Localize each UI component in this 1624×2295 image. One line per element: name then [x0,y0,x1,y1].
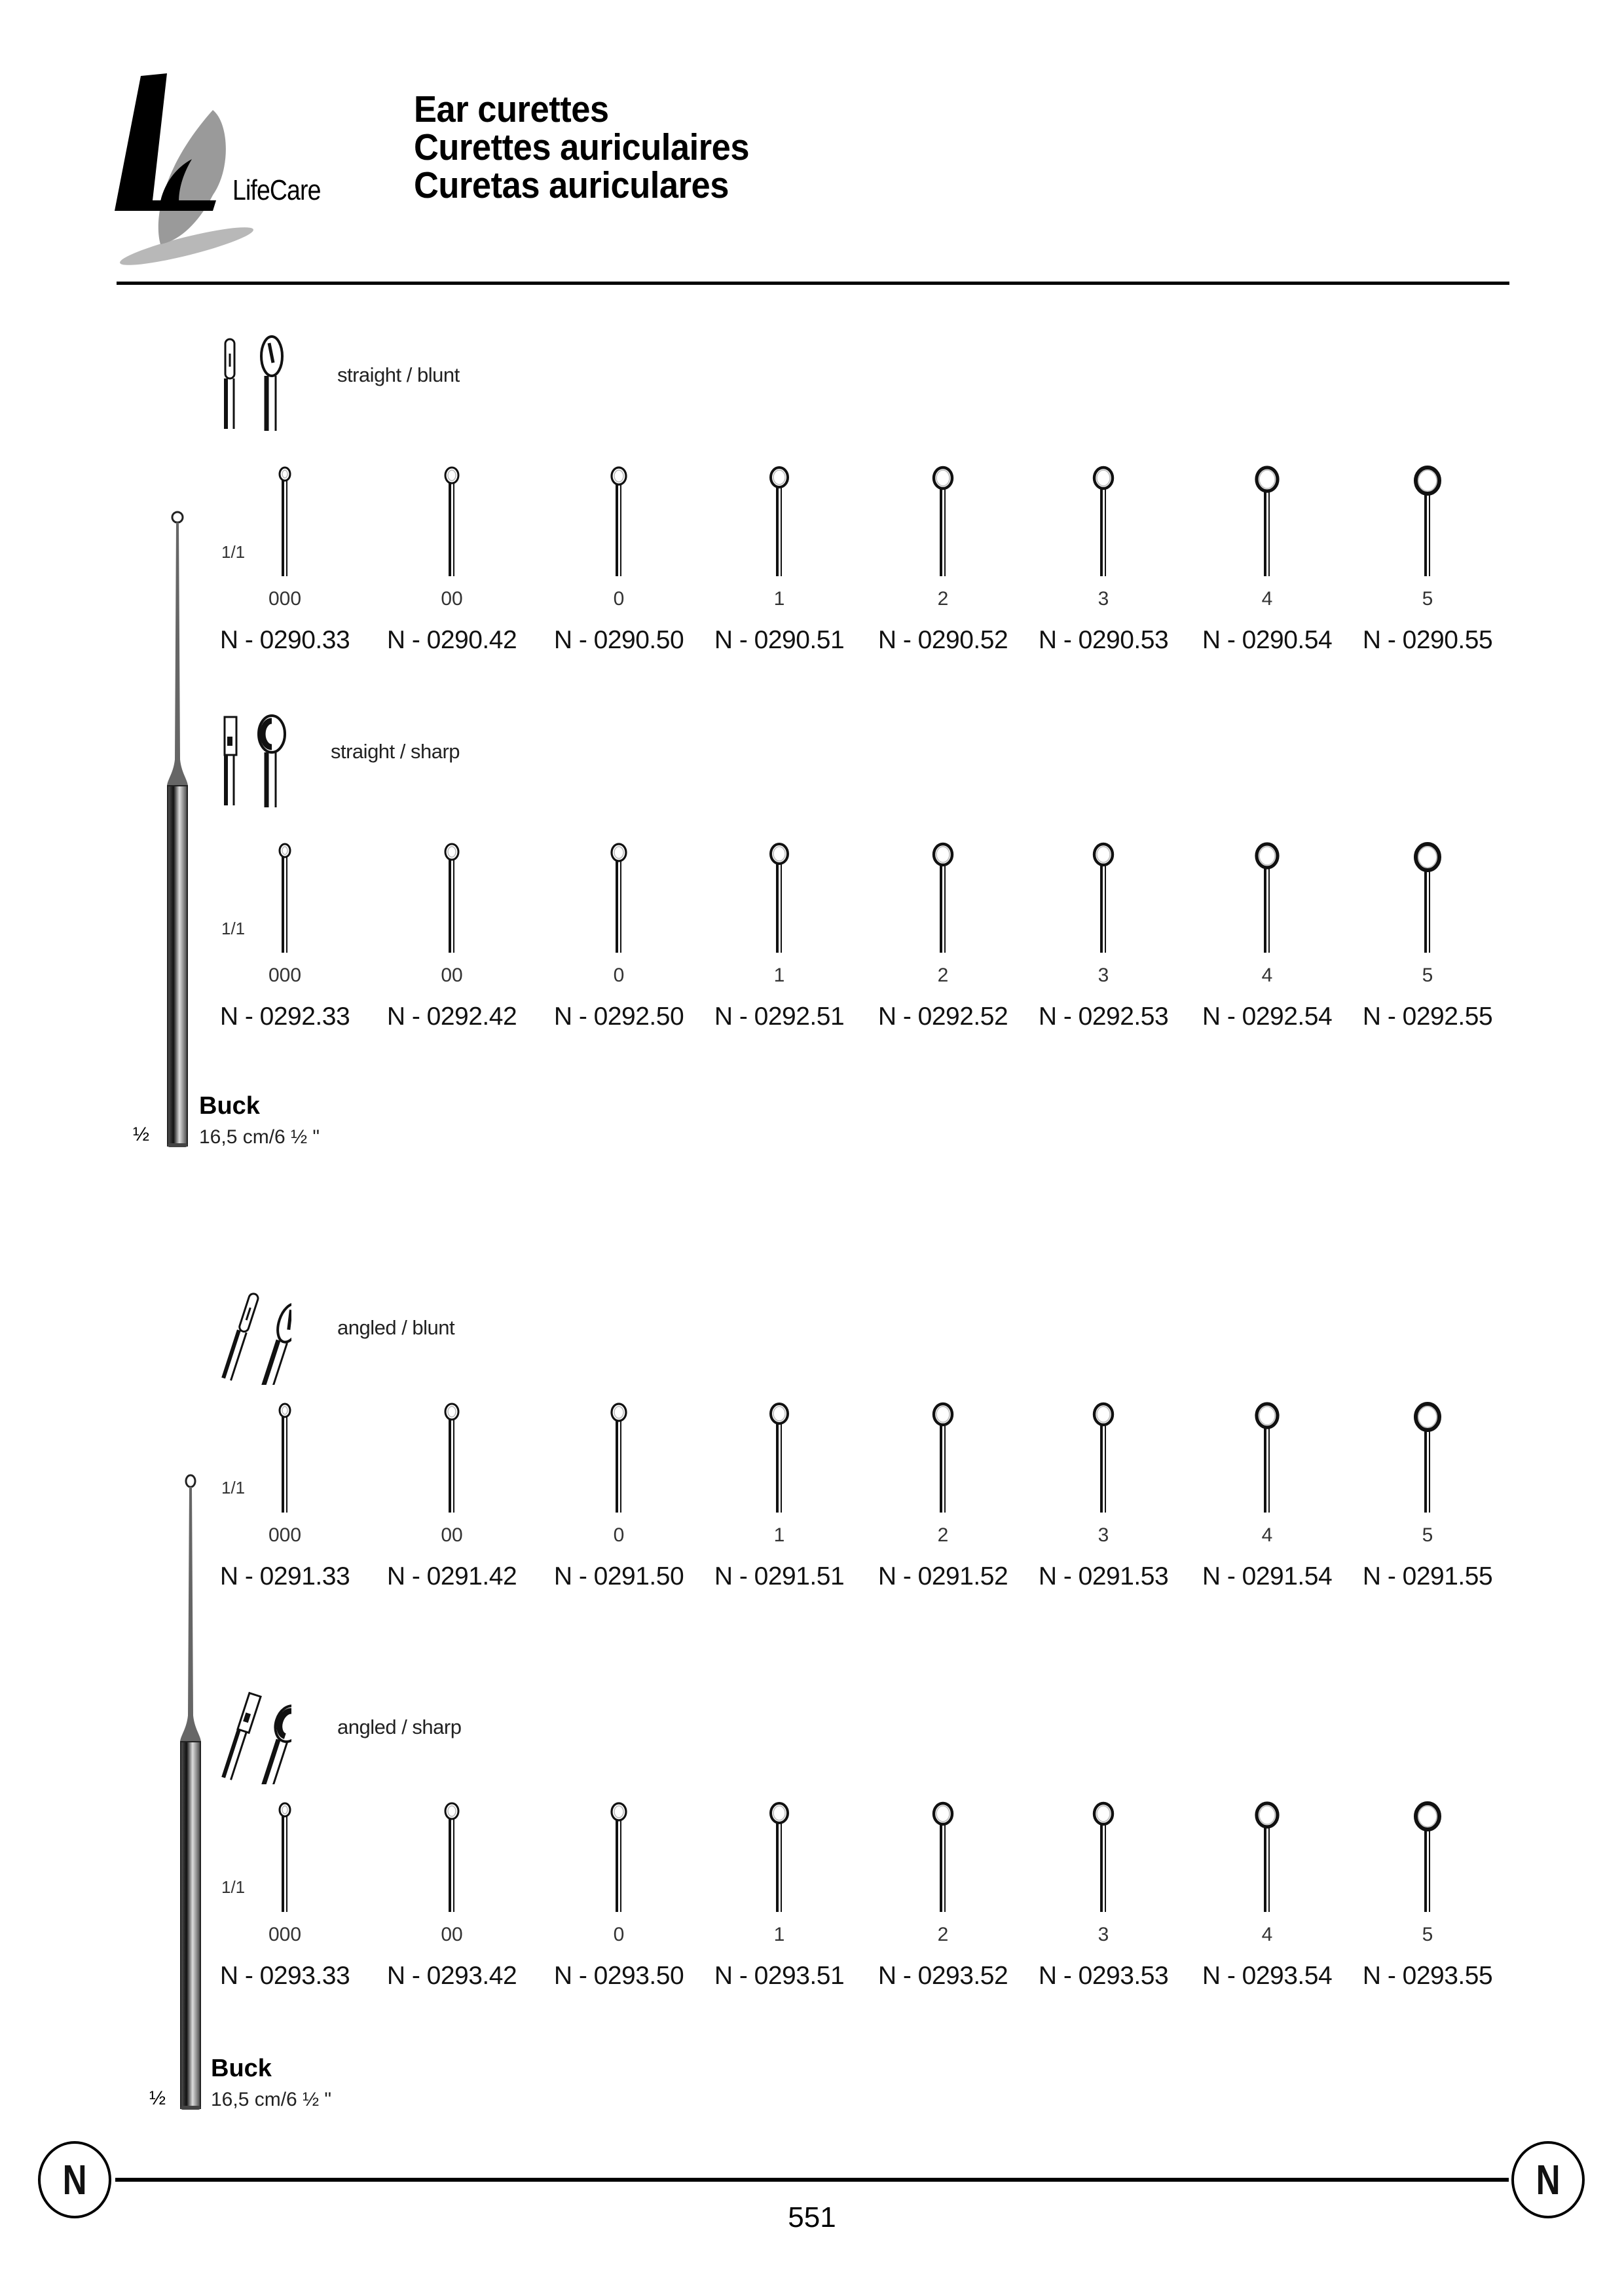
size-label: 000 [268,1524,302,1546]
curette-tip-icon [1189,1797,1346,1912]
product-item [701,1398,858,1591]
article-number: N - 0291.55 [1362,1562,1493,1590]
product-item [540,838,697,1031]
product-item [1025,838,1182,1031]
article-number: N - 0290.53 [1038,626,1169,654]
product-item [1189,1398,1346,1591]
section-tab-right [1511,2141,1585,2218]
variant-label: straight / blunt [337,363,460,386]
product-item [206,838,363,1031]
article-number: N - 0290.50 [553,626,684,654]
scale-label: 1/1 [221,1478,246,1497]
product-item [1025,462,1182,655]
product-item [373,838,530,1031]
product-item [701,838,858,1031]
article-number: N - 0292.55 [1362,1002,1493,1031]
curette-tip-icon [701,1398,858,1513]
size-label: 00 [441,588,463,610]
logo-mark-icon [115,71,377,267]
size-label: 2 [937,1924,949,1945]
variant-label: angled / sharp [337,1716,462,1738]
straight-sharp-tip-icon [219,710,291,812]
curette-tip-icon [540,838,697,953]
product-item [1349,1398,1506,1591]
article-number: N - 0292.51 [714,1002,845,1031]
product-item [1025,1398,1182,1591]
instrument-name: Buck [211,2055,272,2082]
size-label: 5 [1422,964,1433,986]
article-number: N - 0290.33 [219,626,350,654]
size-label: 0 [613,964,625,986]
article-number: N - 0293.42 [386,1962,517,1990]
title-french: Curettes auriculaires [414,126,750,168]
curette-tip-icon [1025,838,1182,953]
curette-tip-icon [1025,462,1182,576]
scale-label: 1/1 [221,1877,246,1897]
curette-tip-icon [1189,1398,1346,1513]
page-title [414,90,779,204]
product-item [206,1797,363,1991]
instrument-name: Buck [199,1092,260,1120]
size-label: 3 [1098,588,1109,610]
product-item [701,462,858,655]
article-number: N - 0290.51 [714,626,845,654]
product-item [373,1398,530,1591]
article-number: N - 0292.54 [1202,1002,1333,1031]
lifecare-logo [115,71,377,267]
size-label: 00 [441,964,463,986]
curette-tip-icon [864,838,1022,953]
curette-tip-icon [373,1797,530,1912]
product-item [1189,1797,1346,1991]
product-item [864,1398,1022,1591]
curette-tip-icon [373,462,530,576]
curette-tip-icon [1025,1797,1182,1912]
curette-tip-icon [206,1398,363,1513]
straight-blunt-tip-icon [219,334,291,435]
angled-sharp-tip-icon [219,1686,291,1788]
product-item [373,1797,530,1991]
scale-label: 1/1 [221,919,246,938]
article-number: N - 0293.53 [1038,1962,1169,1990]
product-item [1349,1797,1506,1991]
article-number: N - 0291.50 [553,1562,684,1590]
article-number: N - 0290.52 [877,626,1008,654]
size-label: 000 [268,588,302,610]
article-number: N - 0293.50 [553,1962,684,1990]
curette-tip-icon [206,1797,363,1912]
curette-tip-icon [701,462,858,576]
article-number: N - 0291.54 [1202,1562,1333,1590]
size-label: 3 [1098,1924,1109,1945]
product-item [864,1797,1022,1991]
curette-tip-icon [864,1797,1022,1912]
size-label: 1 [773,588,785,610]
instrument-scale: ½ [149,2087,166,2109]
curette-tip-icon [1349,1398,1506,1513]
product-item [1189,462,1346,655]
scale-label: 1/1 [221,542,246,562]
size-label: 3 [1098,964,1109,986]
article-number: N - 0293.54 [1202,1962,1333,1990]
instrument-dimensions: 16,5 cm/6 ½ " [211,2089,332,2110]
variant-label: angled / blunt [337,1316,455,1339]
curette-tip-icon [540,1398,697,1513]
product-item [540,1797,697,1991]
article-number: N - 0293.51 [714,1962,845,1990]
title-english: Ear curettes [414,88,609,130]
curette-tip-icon [206,838,363,953]
curette-tip-icon [701,1797,858,1912]
size-label: 5 [1422,1524,1433,1546]
title-spanish: Curetas auriculares [414,164,729,206]
size-label: 1 [773,1524,785,1546]
curette-tip-icon [540,1797,697,1912]
curette-tip-icon [540,462,697,576]
size-label: 4 [1261,588,1273,610]
buck-curette-angled-icon [177,1473,204,2115]
curette-tip-icon [1025,1398,1182,1513]
size-label: 2 [937,1524,949,1546]
size-label: 1 [773,1924,785,1945]
size-label: 1 [773,964,785,986]
size-label: 00 [441,1524,463,1546]
curette-tip-icon [1349,838,1506,953]
product-item [373,462,530,655]
size-label: 0 [613,1524,625,1546]
article-number: N - 0293.55 [1362,1962,1493,1990]
article-number: N - 0293.33 [219,1962,350,1990]
instrument-scale: ½ [133,1124,150,1145]
size-label: 2 [937,964,949,986]
header-divider [117,282,1509,285]
size-label: 3 [1098,1524,1109,1546]
size-label: 5 [1422,1924,1433,1945]
curette-tip-icon [864,462,1022,576]
page-number: 551 [788,2201,836,2233]
product-item [1025,1797,1182,1991]
article-number: N - 0290.54 [1202,626,1333,654]
product-item [206,462,363,655]
curette-tip-icon [1349,462,1506,576]
tab-letter: N [62,2156,87,2203]
article-number: N - 0292.50 [553,1002,684,1031]
product-item [540,462,697,655]
article-number: N - 0292.53 [1038,1002,1169,1031]
instrument-dimensions: 16,5 cm/6 ½ " [199,1126,320,1148]
article-number: N - 0291.53 [1038,1562,1169,1590]
size-label: 2 [937,588,949,610]
article-number: N - 0292.33 [219,1002,350,1031]
article-number: N - 0292.52 [877,1002,1008,1031]
curette-tip-icon [701,838,858,953]
article-number: N - 0291.42 [386,1562,517,1590]
article-number: N - 0292.42 [386,1002,517,1031]
buck-curette-straight-icon [164,511,191,1152]
product-item [864,838,1022,1031]
size-label: 0 [613,1924,625,1945]
size-label: 4 [1261,1524,1273,1546]
size-label: 5 [1422,588,1433,610]
article-number: N - 0291.51 [714,1562,845,1590]
curette-tip-icon [1189,838,1346,953]
curette-tip-icon [1349,1797,1506,1912]
size-label: 0 [613,588,625,610]
tab-letter: N [1536,2156,1560,2203]
article-number: N - 0290.55 [1362,626,1493,654]
logo-text: LifeCare [232,174,321,206]
size-label: 000 [268,1924,302,1945]
product-item [206,1398,363,1591]
product-item [1349,462,1506,655]
product-item [701,1797,858,1991]
curette-tip-icon [373,838,530,953]
product-item [1189,838,1346,1031]
curette-tip-icon [373,1398,530,1513]
footer-divider [115,2178,1509,2182]
product-item [540,1398,697,1591]
size-label: 4 [1261,964,1273,986]
section-tab-left [38,2141,111,2218]
article-number: N - 0291.52 [877,1562,1008,1590]
angled-blunt-tip-icon [219,1287,291,1388]
article-number: N - 0293.52 [877,1962,1008,1990]
product-item [864,462,1022,655]
curette-tip-icon [864,1398,1022,1513]
article-number: N - 0290.42 [386,626,517,654]
size-label: 4 [1261,1924,1273,1945]
size-label: 00 [441,1924,463,1945]
product-item [1349,838,1506,1031]
curette-tip-icon [1189,462,1346,576]
article-number: N - 0291.33 [219,1562,350,1590]
curette-tip-icon [206,462,363,576]
size-label: 000 [268,964,302,986]
variant-label: straight / sharp [331,740,460,763]
